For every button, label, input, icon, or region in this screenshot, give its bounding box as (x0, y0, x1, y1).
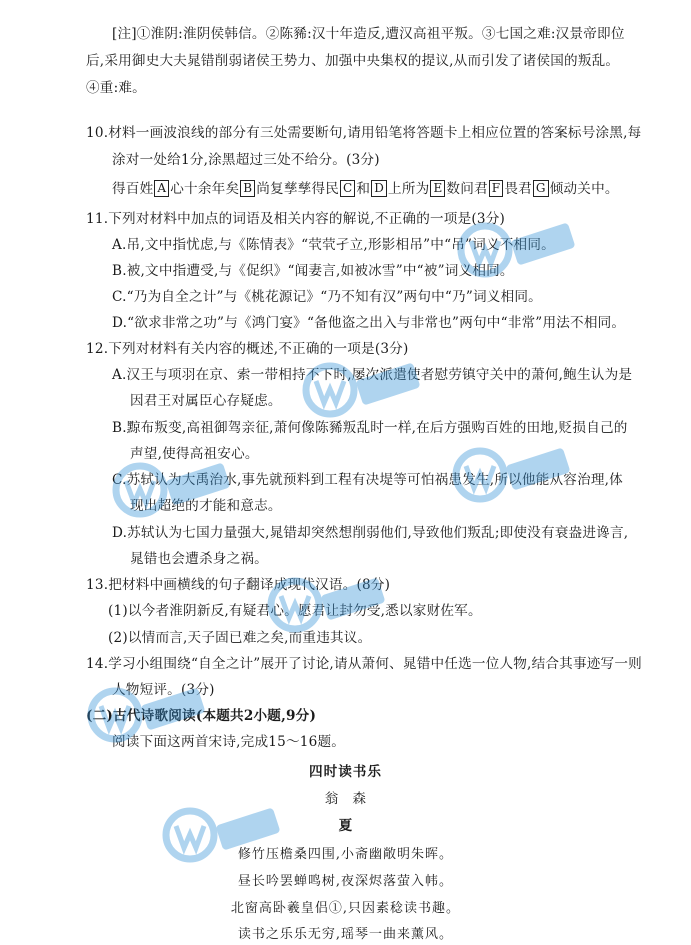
q11-option-a: A.吊,文中指忧虑,与《陈情表》“茕茕孑立,形影相吊”中“吊”词义不相同。 (112, 237, 555, 253)
answer-box-b: B (240, 180, 255, 197)
poem-title: 四时读书乐 (309, 764, 382, 780)
q12-option-a-2: 因君王对属臣心存疑虑。 (130, 393, 282, 409)
q11-option-c: C.“乃为自全之计”与《桃花源记》“乃不知有汉”两句中“乃”词义相同。 (112, 289, 542, 305)
answer-box-e: E (430, 180, 445, 197)
poem-season: 夏 (338, 818, 353, 834)
q12-option-b-2: 声望,使得高祖安心。 (130, 446, 259, 462)
note-line-3: ④重:难。 (86, 80, 146, 96)
q10-sentence: 得百姓 A 心十余年矣 B 尚复孳孳得民 C 和 D 上所为 E 数问君 F 畏君 G 倾动关中。 (112, 181, 619, 197)
section-intro: 阅读下面这两首宋诗,完成15～16题。 (112, 734, 346, 750)
q12-option-c-2: 现出超绝的才能和意志。 (130, 498, 282, 514)
poem-line-4: 读书之乐乐无穷,瑶琴一曲来薰风。 (237, 927, 454, 942)
q12-option-d-2: 晁错也会遭杀身之祸。 (130, 551, 268, 567)
note-line-2: 后,采用御史大夫晁错削弱诸侯王势力、加强中央集权的提议,从而引发了诸侯国的叛乱。 (86, 53, 620, 69)
q11-option-b: B.被,文中指遭受,与《促织》“闻妻言,如被冰雪”中“被”词义相同。 (112, 263, 514, 279)
q14-line-2: 人物短评。(3分) (112, 682, 215, 698)
q13-stem: 13.把材料中画横线的句子翻译成现代汉语。(8分) (86, 577, 391, 593)
answer-box-f: F (489, 180, 504, 197)
poem-line-2: 昼长吟罢蝉鸣树,夜深烬落萤入帏。 (237, 874, 454, 889)
answer-box-c: C (340, 180, 355, 197)
q12-option-a-1: A.汉王与项羽在京、索一带相持不下时,屡次派遣使者慰劳镇守关中的萧何,鲍生认为是 (112, 367, 633, 383)
answer-box-g: G (533, 180, 549, 197)
q10-line-1: 10.材料一画波浪线的部分有三处需要断句,请用铅笔将答题卡上相应位置的答案标号涂黑,每 (86, 125, 642, 141)
poem-line-1: 修竹压檐桑四围,小斋幽敞明朱晖。 (237, 847, 454, 862)
q11-stem: 11.下列对材料中加点的词语及相关内容的解说,不正确的一项是(3分) (86, 211, 506, 227)
q12-stem: 12.下列对材料有关内容的概述,不正确的一项是(3分) (86, 341, 409, 357)
answer-box-a: A (154, 180, 169, 197)
poem-author: 翁 森 (324, 791, 367, 807)
q13-sentence-2: (2)以情而言,天子固已难之矣,而重违其议。 (108, 630, 372, 646)
poem-line-3: 北窗高卧羲皇侣①,只因素稔读书趣。 (230, 901, 461, 916)
q12-option-b-1: B.黥布叛变,高祖御驾亲征,萧何像陈豨叛乱时一样,在后方强购百姓的田地,贬损自己的 (112, 420, 628, 436)
q12-option-c-1: C.苏轼认为大禹治水,事先就预料到工程有决堤等可怕祸患发生,所以他能从容治理,体 (112, 472, 623, 488)
q10-line-2: 涂对一处给1分,涂黑超过三处不给分。(3分) (112, 152, 380, 168)
q13-sentence-1: (1)以今者淮阴新反,有疑君心。愿君让封勿受,悉以家财佐军。 (108, 603, 482, 619)
section-heading: (二)古代诗歌阅读(本题共2小题,9分) (86, 708, 317, 724)
note-line-1: [注]①淮阴:淮阴侯韩信。②陈豨:汉十年造反,遭汉高祖平叛。③七国之难:汉景帝即位 (112, 26, 625, 42)
q12-option-d-1: D.苏轼认为七国力量强大,晁错却突然想削弱他们,导致他们叛乱;即使没有衰盎进谗言, (112, 525, 629, 541)
q14-line-1: 14.学习小组围绕“自全之计”展开了讨论,请从萧何、晁错中任选一位人物,结合其事迹写一则 (86, 656, 642, 672)
q11-option-d: D.“欲求非常之功”与《鸿门宴》“备他盗之出入与非常也”两句中“非常”用法不相同。 (112, 315, 626, 331)
answer-box-d: D (371, 180, 387, 197)
